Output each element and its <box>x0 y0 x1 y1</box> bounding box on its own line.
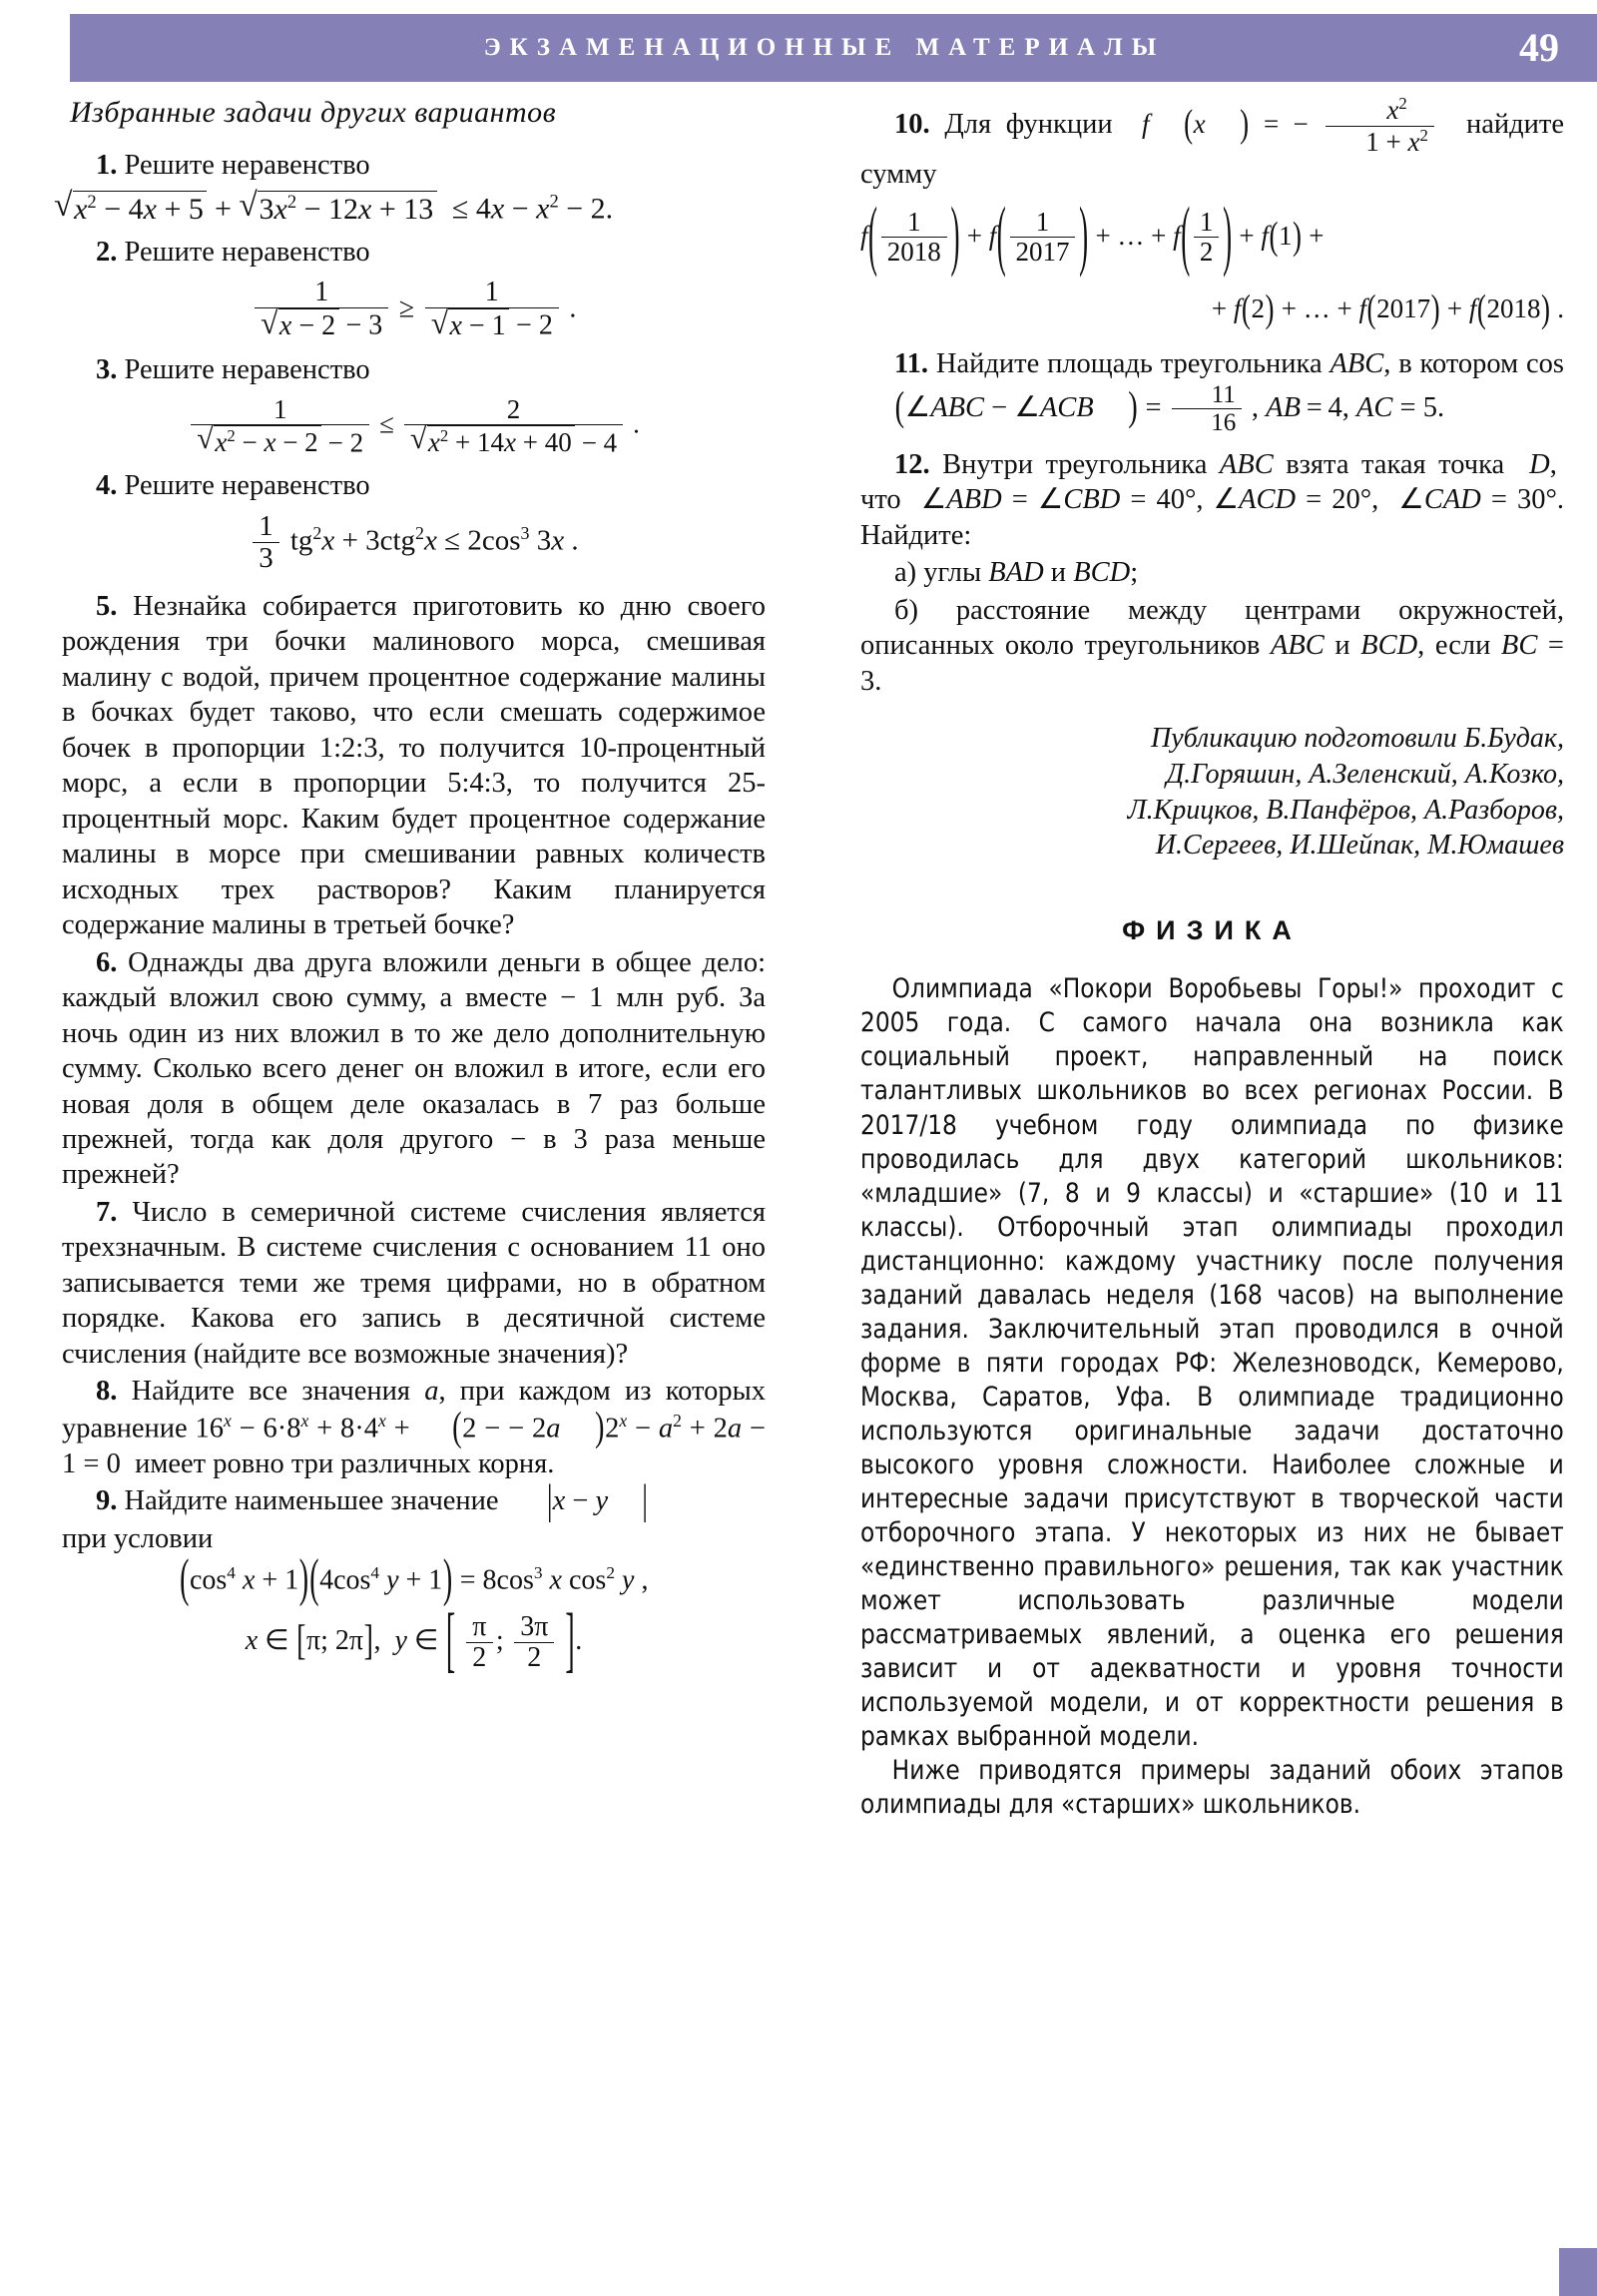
page-number: 49 <box>1519 25 1559 70</box>
problem-3-prompt <box>62 352 766 387</box>
problem-1-number: 1. <box>96 150 118 181</box>
problem-10-text-after: найдите сумму <box>860 108 1564 191</box>
physics-paragraph: Олимпиада «Покори Воробьевы Горы!» проходит с 2005 года. С самого начала она возникла как социальный проект, направленный на поиск талантливых школьников во всех регионах России. В 2017/18 учебном году олимпиада по физике проводилась для двух категорий школьников: «младшие» (7, 8 и 9 классы) и «старшие» (10 и 11 классы). Отборочный этап олимпиады проходил дистанционно: каждому участнику после получения заданий давалась неделя (168 часов) на выполнение задания. Заключительный этап проводился в очной форме в пяти городах РФ: Железноводск, Кемерово, Москва, Саратов, Уфа. В олимпиаде традиционно используются оригинальные задачи достаточно высокого уровня сложности. Наиболее сложные и интересные задачи присутствуют в творческой части отборочного этапа. У некоторых из них не бывает «единственно правильного» решения, так как участник может использовать различные модели рассматриваемых явлений, а оценка его решения зависит и от адекватности и уровня точности используемой модели, и от корректности решения в рамках выбранной модели. <box>860 973 1564 1753</box>
problem-10-text-before: Для функции <box>944 108 1113 140</box>
page-header <box>70 14 1597 82</box>
problem-12-item-a: а) углы BAD и BCD; <box>894 557 1139 589</box>
problem-9-formula-2: x ∈ [π; 2π], y ∈ [ $\frac{\pi}{2}$ ; $\frac{3\pi}{2}$ ]. <box>245 1599 583 1681</box>
problem-12-number: 12. <box>894 448 930 480</box>
left-column <box>62 96 766 1684</box>
problem-10-sum-line-1: f( $\frac{1}{2018}$ ) + f( $\frac{1}{2017}$ ) + … + f( $\frac{1}{2}$ ) + f(1) + <box>860 191 1325 279</box>
problem-2-formula: 1 √ x − 2 − 3 ≥ 1 √ x − 1 − 2 . <box>62 279 766 342</box>
corner-marker <box>1559 2248 1597 2296</box>
credits-line: Д.Горяшин, А.Зеленский, А.Козко, <box>1166 758 1564 790</box>
physics-paragraph: Ниже приводятся примеры заданий обоих этапов олимпиады для «старших» школьников. <box>860 1755 1564 1821</box>
problem-10-sum-line-2: + f(2) + … + f(2017) + f(2018) . <box>1211 287 1564 330</box>
problem-12-item-b: б) расстояние между центрами окружностей, описанных около треугольников ABC и BCD, если BC = 3. <box>860 594 1564 697</box>
problem-5 <box>62 589 766 943</box>
problem-1-prompt-text: Решите неравенство <box>124 150 370 181</box>
problem-11-number: 11. <box>894 348 929 380</box>
problem-9-formula-1: ($\cos^4$ $x + 1)(4\cos^4$ $y + 1) = 8\cos^3$ x $\cos^2 y$ , <box>180 1550 649 1609</box>
problem-6 <box>62 945 766 1193</box>
problem-7-number: 7. <box>96 1196 118 1228</box>
credits-block <box>860 721 1564 863</box>
problem-3-formula: 1 √ $x^2 - x - 2 - 2$ ≤ 2 √ $x^2 + 14x + 40 - 4$ . <box>62 395 766 458</box>
problem-2-prompt <box>62 235 766 270</box>
problem-3-prompt-text: Решите неравенство <box>124 353 370 385</box>
problem-7 <box>62 1195 766 1372</box>
problem-10-function: f (x ) = − $\frac{x^2}{1 + x^2}$ <box>1142 109 1451 139</box>
problem-10-number: 10. <box>894 108 930 140</box>
physics-section-heading: ФИЗИКА <box>1122 915 1303 946</box>
problem-1-formula: √ $x^2 - 4x + 5$ + √ $3x^2 - 12x + 13 \le 4x - x^2 - 2$. <box>54 191 766 225</box>
problem-8: 8. Найдите все значения a, при каждом из которых уравнение $16^x - 6\cdot 8^x + 8\cdot 4^x + (2$ − − 2a )$2^x - a^2 + 2a - 1 = 0$ имеет ровно три различных корня. <box>62 1376 766 1479</box>
problem-1-prompt <box>62 148 766 183</box>
page-title: ЭКЗАМЕНАЦИОННЫЕ МАТЕРИАЛЫ <box>483 34 1166 61</box>
problem-12: 12. Внутри треугольника ABC взята такая точка D, что ∠ABD = ∠CBD = 40°, ∠ACD = 20°, ∠CAD = 30°. Найдите: <box>860 448 1564 551</box>
credits-line: Публикацию подготовили Б.Будак, <box>1151 723 1564 754</box>
problem-6-text: Однажды два друга вложили деньги в общее дело: каждый вложил свою сумму, а вместе − 1 млн руб. За ночь один из них вложил в то же дело дополнительную сумму. Сколько всего денег он вложил в итоге, если его новая доля в общем деле оказалась в 7 раз больше прежней, тогда как доля другого − в 3 раза меньше прежней? <box>62 946 766 1191</box>
credits-line: Л.Крицков, В.Панфёров, А.Разборов, <box>1127 794 1564 826</box>
right-column <box>860 96 1564 1822</box>
credits-line: И.Сергеев, И.Шейпак, М.Юмашев <box>1155 830 1564 861</box>
problem-9-condition-label: при условии <box>62 1522 214 1554</box>
section-title: Избранные задачи других вариантов <box>70 96 557 129</box>
problem-2-prompt-text: Решите неравенство <box>124 237 370 269</box>
problem-11: 11. Найдите площадь треугольника ABC, в котором cos(∠ABC − ∠ACB ) = $\frac{11}{16}$ , AB = 4, AC = 5. <box>894 348 1564 437</box>
page-body <box>0 96 1597 2292</box>
problem-9: 9. Найдите наименьшее значение |x − y | <box>96 1477 648 1524</box>
problem-4-formula: $\frac{1}{3}$ $tg^2x + 3ctg^2x \le 2\cos^3$ 3x . <box>62 511 766 575</box>
problem-2-number: 2. <box>96 237 118 269</box>
problem-4-prompt-text: Решите неравенство <box>124 469 370 501</box>
problem-7-text: Число в семеричной системе счисления является трехзначным. В системе счисления с основанием 11 оно записывается теми же тремя цифрами, но в обратном порядке. Какова его запись в десятичной системе счисления (найдите все возможные значения)? <box>62 1196 766 1370</box>
problem-4-number: 4. <box>96 469 118 501</box>
problem-3-number: 3. <box>96 353 118 385</box>
problem-9-number: 9. <box>96 1485 118 1517</box>
problem-4-prompt <box>62 468 766 503</box>
problem-5-text: Незнайка собирается приготовить ко дню своего рождения три бочки малинового морса, смешивая малину с водой, причем процентное содержание малины в бочках будет таково, что если смешать содержимое бочек в пропорции 1:2:3, то получится 10-процентный морс, а если в пропорции 5:4:3, то получится 25-процентный морс. Каким будет процентное содержание малины в морсе при смешивании равных количеств исходных трех растворов? Каким планируется содержание малины в третьей бочке? <box>62 590 767 941</box>
problem-8-number: 8. <box>96 1376 118 1408</box>
problem-6-number: 6. <box>96 946 118 978</box>
problem-10 <box>860 96 1564 193</box>
problem-5-number: 5. <box>96 590 118 622</box>
